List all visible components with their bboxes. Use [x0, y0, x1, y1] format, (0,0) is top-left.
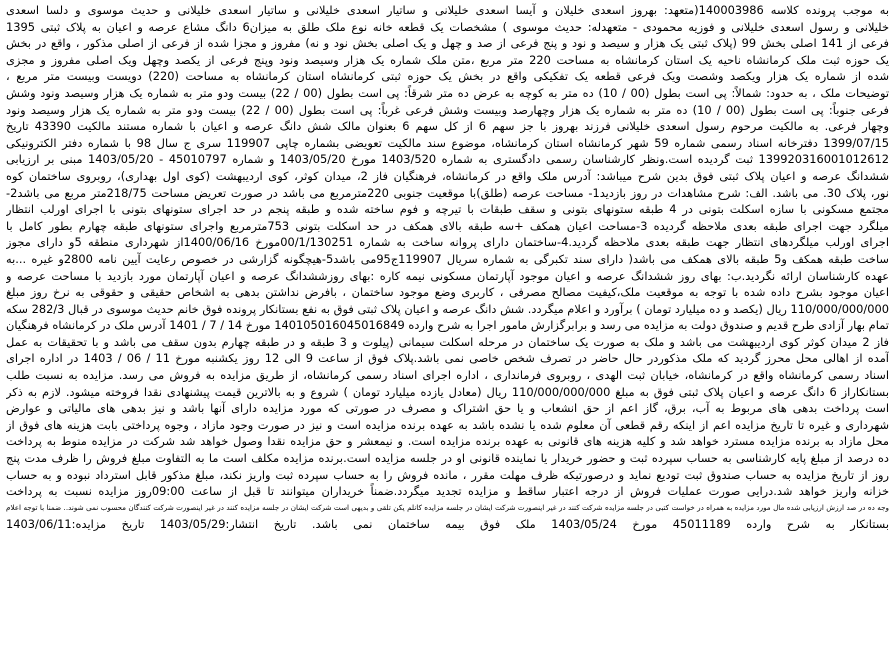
notice-line-8: وچهار فرعی. به مالکیت مرحوم رسول اسعدی خلیلانی فرزند بهروز با جز سهم 6 از کل سهم 6 بعنوان مالک شش دانگ عرصه و اعیان با شماره مستند مالکیت 43390 تاریخ	[6, 119, 889, 134]
notice-line-5: شده از شماره یک هزار ویکصد وشصت ویک فرعی قطعه یک تفکیکی واقع در بخش یک حوزه ثبتی کرمانشاه استان کرمانشاه به مساحت (220) دویست وبیست متر مربع ،	[6, 69, 889, 84]
notice-line-6: توضیحات ملک ، به حدود: شمالاً: پی است بطول (00 / 10) ده متر به کوچه به عرض ده متر شرقاً: پی است بطول (00 / 22) بیست ودو متر به شماره یک هزار وسیصد ونود وشش	[6, 85, 889, 100]
notice-line-26: شهرداری و غیره تا تاریخ مزایده اعم از اینکه رقم قطعی آن معلوم شده یا نشده باشد به عهده برنده مزایده است و نیز در صورت وجود مازاد ، وجوه پرداختی بابت هزینه های فوق از	[6, 417, 889, 432]
notice-line-4: یک حوزه ثبت ملک کرمانشاه ناحیه یک استان کرمانشاه به مساحت 220 متر مربع ،متن ملک شماره یک هزار وسیصد ونود وپنج فرعی از یکصد وچهل ویک اصلی مفروز و مجزی	[6, 52, 889, 67]
notice-line-21: فاز 2 میدان کوثر کوی اردیبهشت می باشد و ملک به صورت یک ساختمان در مرحله اسکلت سیمانی (پیلوت و 3 طبقه و در طبقه چهارم بدون سقف می باشد و با تحقیقات به عمل	[6, 334, 889, 349]
notice-line-15: اجرای اورلب میلگردهای انتظار جهت طبقه بعدی ملاحظه گردید.4-ساختمان دارای پروانه ساخت به شماره 00/1/130251مورخ 1400/06/16از شهرداری منطقه 5و دارای مجوز	[6, 235, 889, 250]
notice-line-24: بستانکاراز 6 دانگ عرصه و اعیان پلاک ثبتی فوق به مبلغ 110/000/000/000 ریال (معادل یازده میلیارد تومان ) شروع و به بالاترین قیمت پیشنهادی نقدا فروخته میشود. لازم به ذکر	[6, 384, 889, 399]
notice-line-7: فرعی جنوباً: پی است بطول (00 / 10) ده متر به شماره یک هزار وچهارصد وبیست وشش فرعی غرباً: پی است بطول (00 / 22) بیست ودو متر به شماره یک هزار وسیصد ونود	[6, 102, 889, 117]
notice-line-14: میلگرد جهت اجرای طبقه بعدی ملاحظه گردیده 3-مساحت اعیان همکف +سه طبقه بالای همکف در حد اسکلت بتونی 753مترمربع واجرای ستونهای طبقه چهارم بطور کامل با	[6, 218, 889, 233]
notice-line-27: محل مازاد به برنده مزایده مسترد خواهد شد و کلیه هزینه های قانونی به عهده برنده مزایده است. و نیمعشر و حق مزایده نقدا وصول خواهد شد شرکت در مزایده منوط به پرداخت	[6, 434, 889, 449]
notice-line-31: وجه ده در صد ارزش ارزیابی شده مال مورد مزایده به همراه در خواست کتبی در جلسه مزایده شرکت کنند در غیر اینصورت شرکت ایشان در جلسه مزایده کانلم یکن تلقی و بدیهی است شرکت ایشان در جلسه مزایده کنند در غیر اینصورت شرکت کنندگان محسوب نمی شوند.. ضمنا با توجه اعلام	[6, 502, 889, 512]
notice-line-22: آمده از اهالی محل محرز گردید که ملک مذکوردر حال حاضر در تصرف شخص خاصی نمی باشد.پلاک فوق از ساعت 9 الی 12 روز یکشنبه مورخ 11 / 06 / 1403 در اداره اجرای	[6, 351, 889, 366]
notice-line-11: ششدانگ عرصه و اعیان پلاک ثبتی فوق بدین شرح میباشد: آدرس ملک واقع در کرمانشاه، فرهنگیان فاز 2، میدان کوثر، کوی اردیبهشت (کوی اول بهداری)، روبروی ساختمان کوه	[6, 168, 889, 183]
notice-line-1: به موجب پرونده کلاسه 140003986(متعهد: بهروز اسعدی خلیلان و آیسا اسعدی خلیلانی و ساتیار اسعدی خلیلانی و ساتیار اسعدی خلیلانی و حدیث موسوی و دلسا اسعدی	[6, 3, 889, 17]
notice-line-16: ساخت طبقه همکف و5 طبقه بالای همکف می باشد( دارای سند تکبرگی به شماره سریال 119907ج95می باشد5-هیچگونه گزارشی در خصوص رعایت آیین نامه 2800و غیره ...به	[6, 251, 889, 266]
notice-line-29: روز از تاریخ مزایده به حساب صندوق ثبت تودیع نماید و درصورتیکه ظرف مهلت مقرر ، مانده فروش را به حساب سپرده ثبت واریز نکند، مبلغ مذکور قابل استرداد نبوده و به حساب	[6, 467, 889, 482]
notice-line-9: 1399/07/15 دفترخانه اسناد رسمی شماره 59 شهر کرمانشاه استان کرمانشاه، موضوع سند مالکیت تعویضی بشماره چاپی 119907 سری ج سال 98 با شماره دفتر الکترونیکی	[6, 135, 889, 150]
notice-line-30: خزانه واریز خواهد شد.درایی صورت عملیات فروش از درجه اعتبار ساقط و مزایده تجدید میگردد.ضمناً خریداران میتوانند تا قبل از ساعت 09:00روز مزایده نسبت به پرداخت	[6, 484, 889, 499]
notice-line-20: تمام بهار آزادی طرح قدیم و صندوق دولت به مزایده می رسد و برابرگزارش مامور اجرا به شرح وارده 140105016045016849 مورخ 14 / 7 / 1401 آدرس ملک در کرمانشاه فرهنگیان	[6, 318, 889, 333]
notice-line-23: اسناد رسمی کرمانشاه واقع در کرمانشاه، خیابان ثبت الهدی ، روبروی فرمانداری ، اداره اجرای اسناد رسمی کرمانشاه، از طریق مزایده به فروش می رسد. مزایده به نسبت طلب	[6, 368, 889, 383]
notice-line-12: نور، پلاک 30. می باشد. الف: شرح مشاهدات در روز بازدید1- مساحت عرصه (طلق)با موقعیت جنوبی 220مترمربع می باشد در صورت تعریض مساحت 218/75متر مربع می باشد2-	[6, 185, 889, 200]
notice-line-3: فرعی از 141 اصلی بخش 99 (پلاک ثبتی یک هزار و سیصد و نود و پنج فرعی از صد و چهل و یک اصلی بخش نود و نه) مفروز و مجزا شده از فرعی از اصلی مذکور ، واقع در بخش	[6, 36, 889, 51]
notice-line-32: بستانکار به شرح وارده 45011189 مورخ 1403/05/24 ملک فوق بیمه ساختمان نمی باشد. تاریخ انتشار:1403/05/29 تاریخ مزایده:1403/06/11	[6, 517, 889, 532]
notice-line-28: ده درصد از مبلغ پایه کارشناسی به حساب سپرده ثبت و حضور خریدار یا نماینده قانونی او در جلسه مزایده است.برنده مزایده مکلف است ما به التفاوت مبلغ فروش را ظرف مدت پنج	[6, 451, 889, 466]
notice-line-2: خلیلانی و رسول اسعدی خلیلانی و فوزیه محمودی - متعهدله: حدیث موسوی ) مشخصات یک قطعه خانه نوع ملک طلق به میزان6 دانگ مشاع عرصه و اعیان به پلاک ثبتی 1395	[6, 19, 889, 34]
notice-line-25: است پرداخت بدهی های مربوط به آب، برق، گاز اعم از حق انشعاب و یا حق اشتراک و مصرف در صورتی که مورد مزایده دارای آنها باشد و نیز بدهی های مالیاتی و عوارض	[6, 401, 889, 416]
notice-line-19: 110/000/000/000 ریال (یکصد و ده میلیارد تومان ) برآورد و اعلام میگردد. شش دانگ عرصه و اعیان پلاک ثبتی فوق به نفع بستانکار پرونده فوق خانم حدیث موسوی در قبال 282/3 سکه	[6, 301, 889, 316]
notice-line-13: مجتمع مسکونی با سازه اسکلت بتونی در 4 طبقه ستونهای بتونی و سقف طبقات با تیرچه و فوم ساخته شده و طبقه پنجم در حد اجرای ستونهای بتونی با اجرای اورلب انتظار	[6, 202, 889, 217]
notice-line-10: 139920316001012612 ثبت گردیده است.ونظر کارشناسان رسمی دادگستری به شماره 1403/520 مورخ 1403/05/20 و شماره 45010797 - 1403/05/20 مبنی بر ارزیابی	[6, 152, 889, 167]
notice-line-18: اعیان موجود بشرح داده شده با توجه به موقعیت ملک،کیفیت مصالح مصرفی ، کاربری وضع موجود ساختمان ، بافرض نداشتن بدهی به اشخاص حقیقی و حقوقی به نرخ روز مبلغ	[6, 285, 889, 300]
notice-line-17: عهده کارشناسان ارائه نگردید.ب: بهای روز ششدانگ عرصه و اعیان موجود آپارتمان مسکونی نیمه کاره :بهای روزششدانگ عرصه و اعیان آپارتمان مورد بازدید با مساحت عرصه و	[6, 268, 889, 283]
